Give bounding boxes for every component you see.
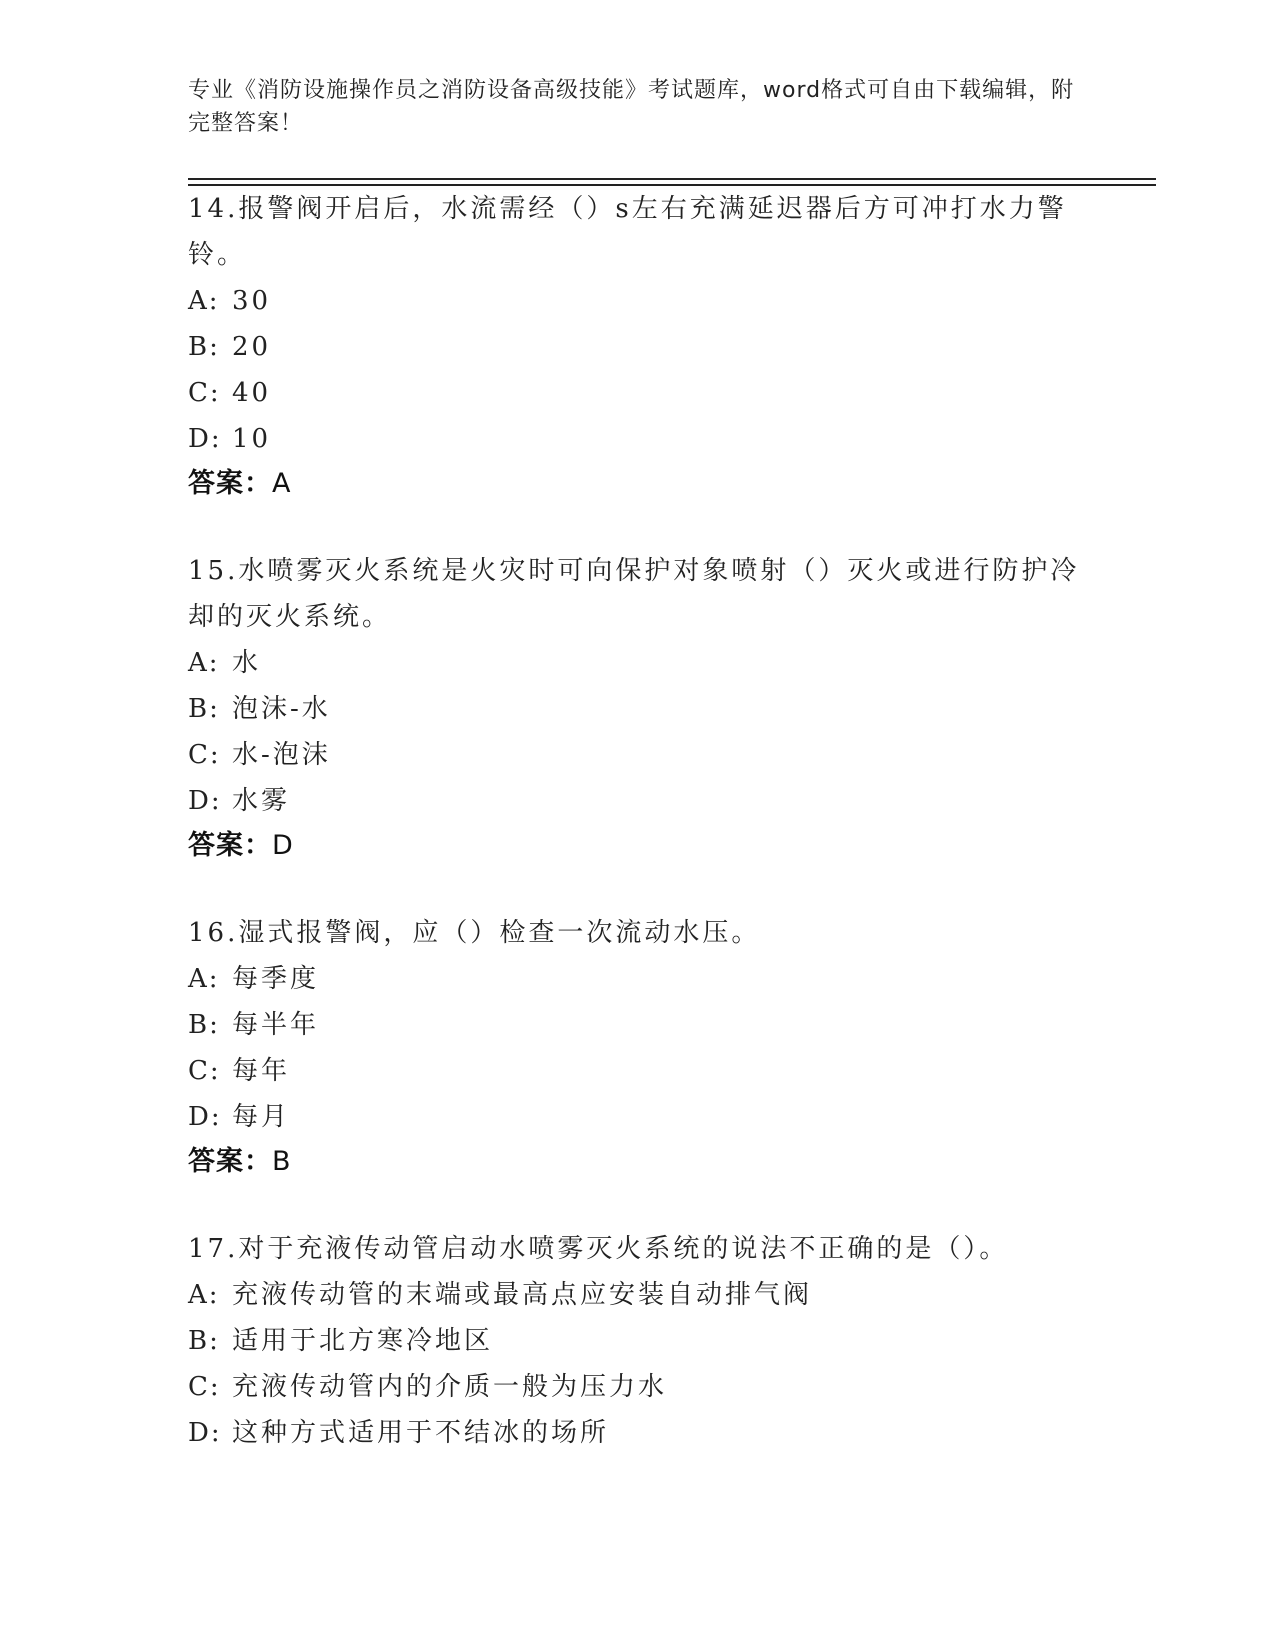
option-text: 充液传动管内的介质一般为压力水 xyxy=(232,1372,668,1402)
option-key: B: xyxy=(188,1326,220,1356)
option-key: B: xyxy=(188,332,220,362)
option-key: D: xyxy=(188,424,222,454)
answer-label: 答案： xyxy=(188,830,272,861)
option-key: D: xyxy=(188,786,222,816)
option-d xyxy=(188,778,1088,824)
option-c xyxy=(188,370,1088,416)
option-c xyxy=(188,1048,1088,1094)
question-stem: 16.湿式报警阀，应（）检查一次流动水压。 xyxy=(188,918,761,948)
option-key: C: xyxy=(188,740,221,770)
answer-value: A xyxy=(272,468,292,499)
option-key: A: xyxy=(188,286,220,316)
question-17 xyxy=(188,1226,1088,1456)
option-a xyxy=(188,956,1088,1002)
option-a xyxy=(188,278,1088,324)
answer-label: 答案： xyxy=(188,468,272,499)
answer-value: B xyxy=(272,1146,292,1177)
option-d xyxy=(188,416,1088,462)
option-text: 这种方式适用于不结冰的场所 xyxy=(232,1418,610,1448)
answer xyxy=(188,824,1088,868)
option-text: 泡沫-水 xyxy=(232,694,331,724)
option-text: 每半年 xyxy=(232,1010,320,1040)
option-text: 每季度 xyxy=(232,964,320,994)
option-text: 水雾 xyxy=(232,786,291,816)
document-header: 专业《消防设施操作员之消防设备高级技能》考试题库，word格式可自由下载编辑，附完整答案！ xyxy=(188,78,1075,136)
answer xyxy=(188,1140,1088,1184)
answer-label: 答案： xyxy=(188,1146,272,1177)
option-key: B: xyxy=(188,1010,220,1040)
option-b xyxy=(188,686,1088,732)
question-stem: 17.对于充液传动管启动水喷雾灭火系统的说法不正确的是（）。 xyxy=(188,1234,1009,1264)
option-key: D: xyxy=(188,1102,222,1132)
option-c xyxy=(188,1364,1088,1410)
question-15 xyxy=(188,548,1088,868)
option-key: C: xyxy=(188,378,221,408)
option-key: B: xyxy=(188,694,220,724)
option-text: 40 xyxy=(232,378,272,408)
option-text: 20 xyxy=(232,332,272,362)
answer-value: D xyxy=(272,830,294,861)
option-a xyxy=(188,1272,1088,1318)
option-d xyxy=(188,1094,1088,1140)
option-b xyxy=(188,1318,1088,1364)
option-c xyxy=(188,732,1088,778)
option-text: 30 xyxy=(232,286,272,316)
question-14 xyxy=(188,186,1088,506)
question-stem: 14.报警阀开启后，水流需经（）s左右充满延迟器后方可冲打水力警铃。 xyxy=(188,194,1067,270)
option-text: 水 xyxy=(232,648,262,678)
option-text: 水-泡沫 xyxy=(232,740,331,770)
option-key: A: xyxy=(188,1280,220,1310)
option-key: A: xyxy=(188,648,220,678)
option-text: 每年 xyxy=(232,1056,291,1086)
question-16 xyxy=(188,910,1088,1184)
option-d xyxy=(188,1410,1088,1456)
question-stem: 15.水喷雾灭火系统是火灾时可向保护对象喷射（）灭火或进行防护冷却的灭火系统。 xyxy=(188,556,1080,632)
option-key: D: xyxy=(188,1418,222,1448)
option-b xyxy=(188,1002,1088,1048)
option-b xyxy=(188,324,1088,370)
option-text: 10 xyxy=(232,424,272,454)
answer xyxy=(188,462,1088,506)
option-key: A: xyxy=(188,964,220,994)
option-key: C: xyxy=(188,1372,221,1402)
option-key: C: xyxy=(188,1056,221,1086)
option-text: 每月 xyxy=(232,1102,291,1132)
option-a xyxy=(188,640,1088,686)
option-text: 充液传动管的末端或最高点应安装自动排气阀 xyxy=(232,1280,813,1310)
header-rule-top xyxy=(188,178,1156,180)
option-text: 适用于北方寒冷地区 xyxy=(232,1326,494,1356)
